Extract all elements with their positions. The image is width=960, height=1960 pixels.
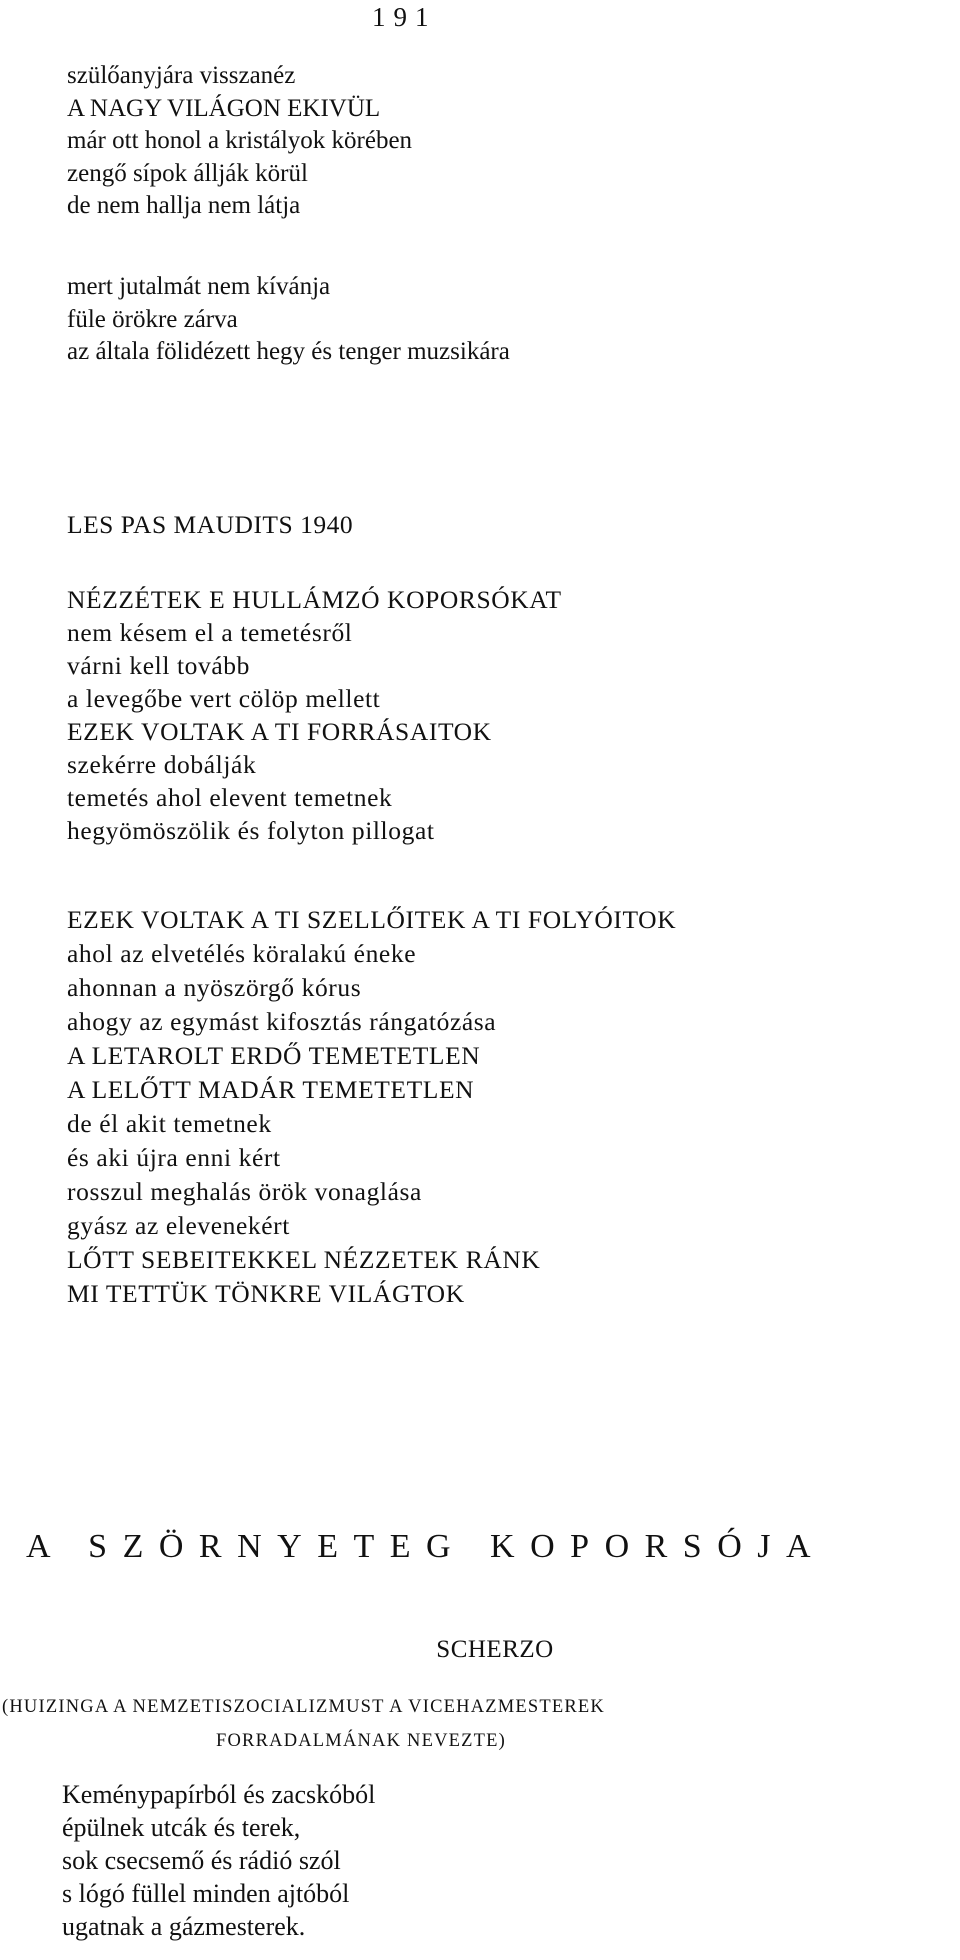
stanza-1	[67, 60, 412, 223]
verse-line: A NAGY VILÁGON EKIVÜL	[67, 94, 381, 122]
verse-line: gyász az elevenekért	[67, 1211, 290, 1240]
verse-line: de él akit temetnek	[67, 1109, 272, 1138]
verse-line: füle örökre zárva	[67, 305, 238, 333]
verse-line: Keménypapírból és zacskóból	[62, 1780, 376, 1809]
verse-line: A LETAROLT ERDŐ TEMETETLEN	[67, 1041, 481, 1070]
verse-line: sok csecsemő és rádió szól	[62, 1846, 341, 1875]
verse-line: szekérre dobálják	[67, 750, 257, 779]
verse-line: ugatnak a gázmesterek.	[62, 1912, 306, 1941]
verse-line: A LELŐTT MADÁR TEMETETLEN	[67, 1075, 475, 1104]
poem-part-2	[67, 903, 676, 1311]
verse-line: a levegőbe vert cölöp mellett	[67, 684, 381, 713]
verse-line: LŐTT SEBEITEKKEL NÉZZETEK RÁNK	[67, 1245, 541, 1274]
page-number: 191	[372, 2, 437, 32]
section-title: LES PAS MAUDITS 1940	[67, 510, 354, 539]
epigraph-line-1: (HUIZINGA A NEMZETISZOCIALIZMUST A VICEHAZMESTEREK	[2, 1697, 605, 1717]
poem-title: A SZÖRNYETEG KOPORSÓJA	[26, 1528, 827, 1565]
epigraph-line-2: FORRADALMÁNAK NEVEZTE)	[216, 1731, 507, 1751]
verse-line: MI TETTÜK TÖNKRE VILÁGTOK	[67, 1279, 465, 1308]
verse-line: NÉZZÉTEK E HULLÁMZÓ KOPORSÓKAT	[67, 585, 562, 614]
verse-line: rosszul meghalás örök vonaglása	[67, 1177, 422, 1206]
verse-line: EZEK VOLTAK A TI SZELLŐITEK A TI FOLYÓITOK	[67, 905, 677, 934]
poem-part-1	[67, 583, 562, 847]
verse-line: már ott honol a kristályok körében	[67, 127, 413, 154]
verse-line: az általa fölidézett hegy és tenger muzsikára	[67, 338, 510, 365]
verse-line: várni kell tovább	[67, 651, 250, 680]
poem-subtitle: SCHERZO	[436, 1636, 554, 1663]
verse-line: nem késem el a temetésről	[67, 618, 353, 647]
verse-line: ahol az elvetélés köralakú éneke	[67, 939, 417, 968]
verse-line: mert jutalmát nem kívánja	[67, 273, 331, 300]
verse-line: épülnek utcák és terek,	[62, 1813, 301, 1842]
verse-line: de nem hallja nem látja	[67, 192, 301, 219]
verse-line: ahonnan a nyöszörgő kórus	[67, 973, 362, 1002]
verse-line: ahogy az egymást kifosztás rángatózása	[67, 1007, 497, 1036]
verse-line: zengő sípok állják körül	[67, 159, 308, 187]
verse-line: temetés ahol elevent temetnek	[67, 783, 393, 812]
stanza-3	[62, 1778, 375, 1943]
verse-line: s lógó füllel minden ajtóból	[62, 1879, 350, 1908]
verse-line: EZEK VOLTAK A TI FORRÁSAITOK	[67, 717, 492, 746]
verse-line: szülőanyjára visszanéz	[67, 62, 296, 89]
verse-line: és aki újra enni kért	[67, 1143, 281, 1172]
stanza-2	[67, 271, 510, 369]
verse-line: hegyömöszölik és folyton pillogat	[67, 816, 435, 845]
